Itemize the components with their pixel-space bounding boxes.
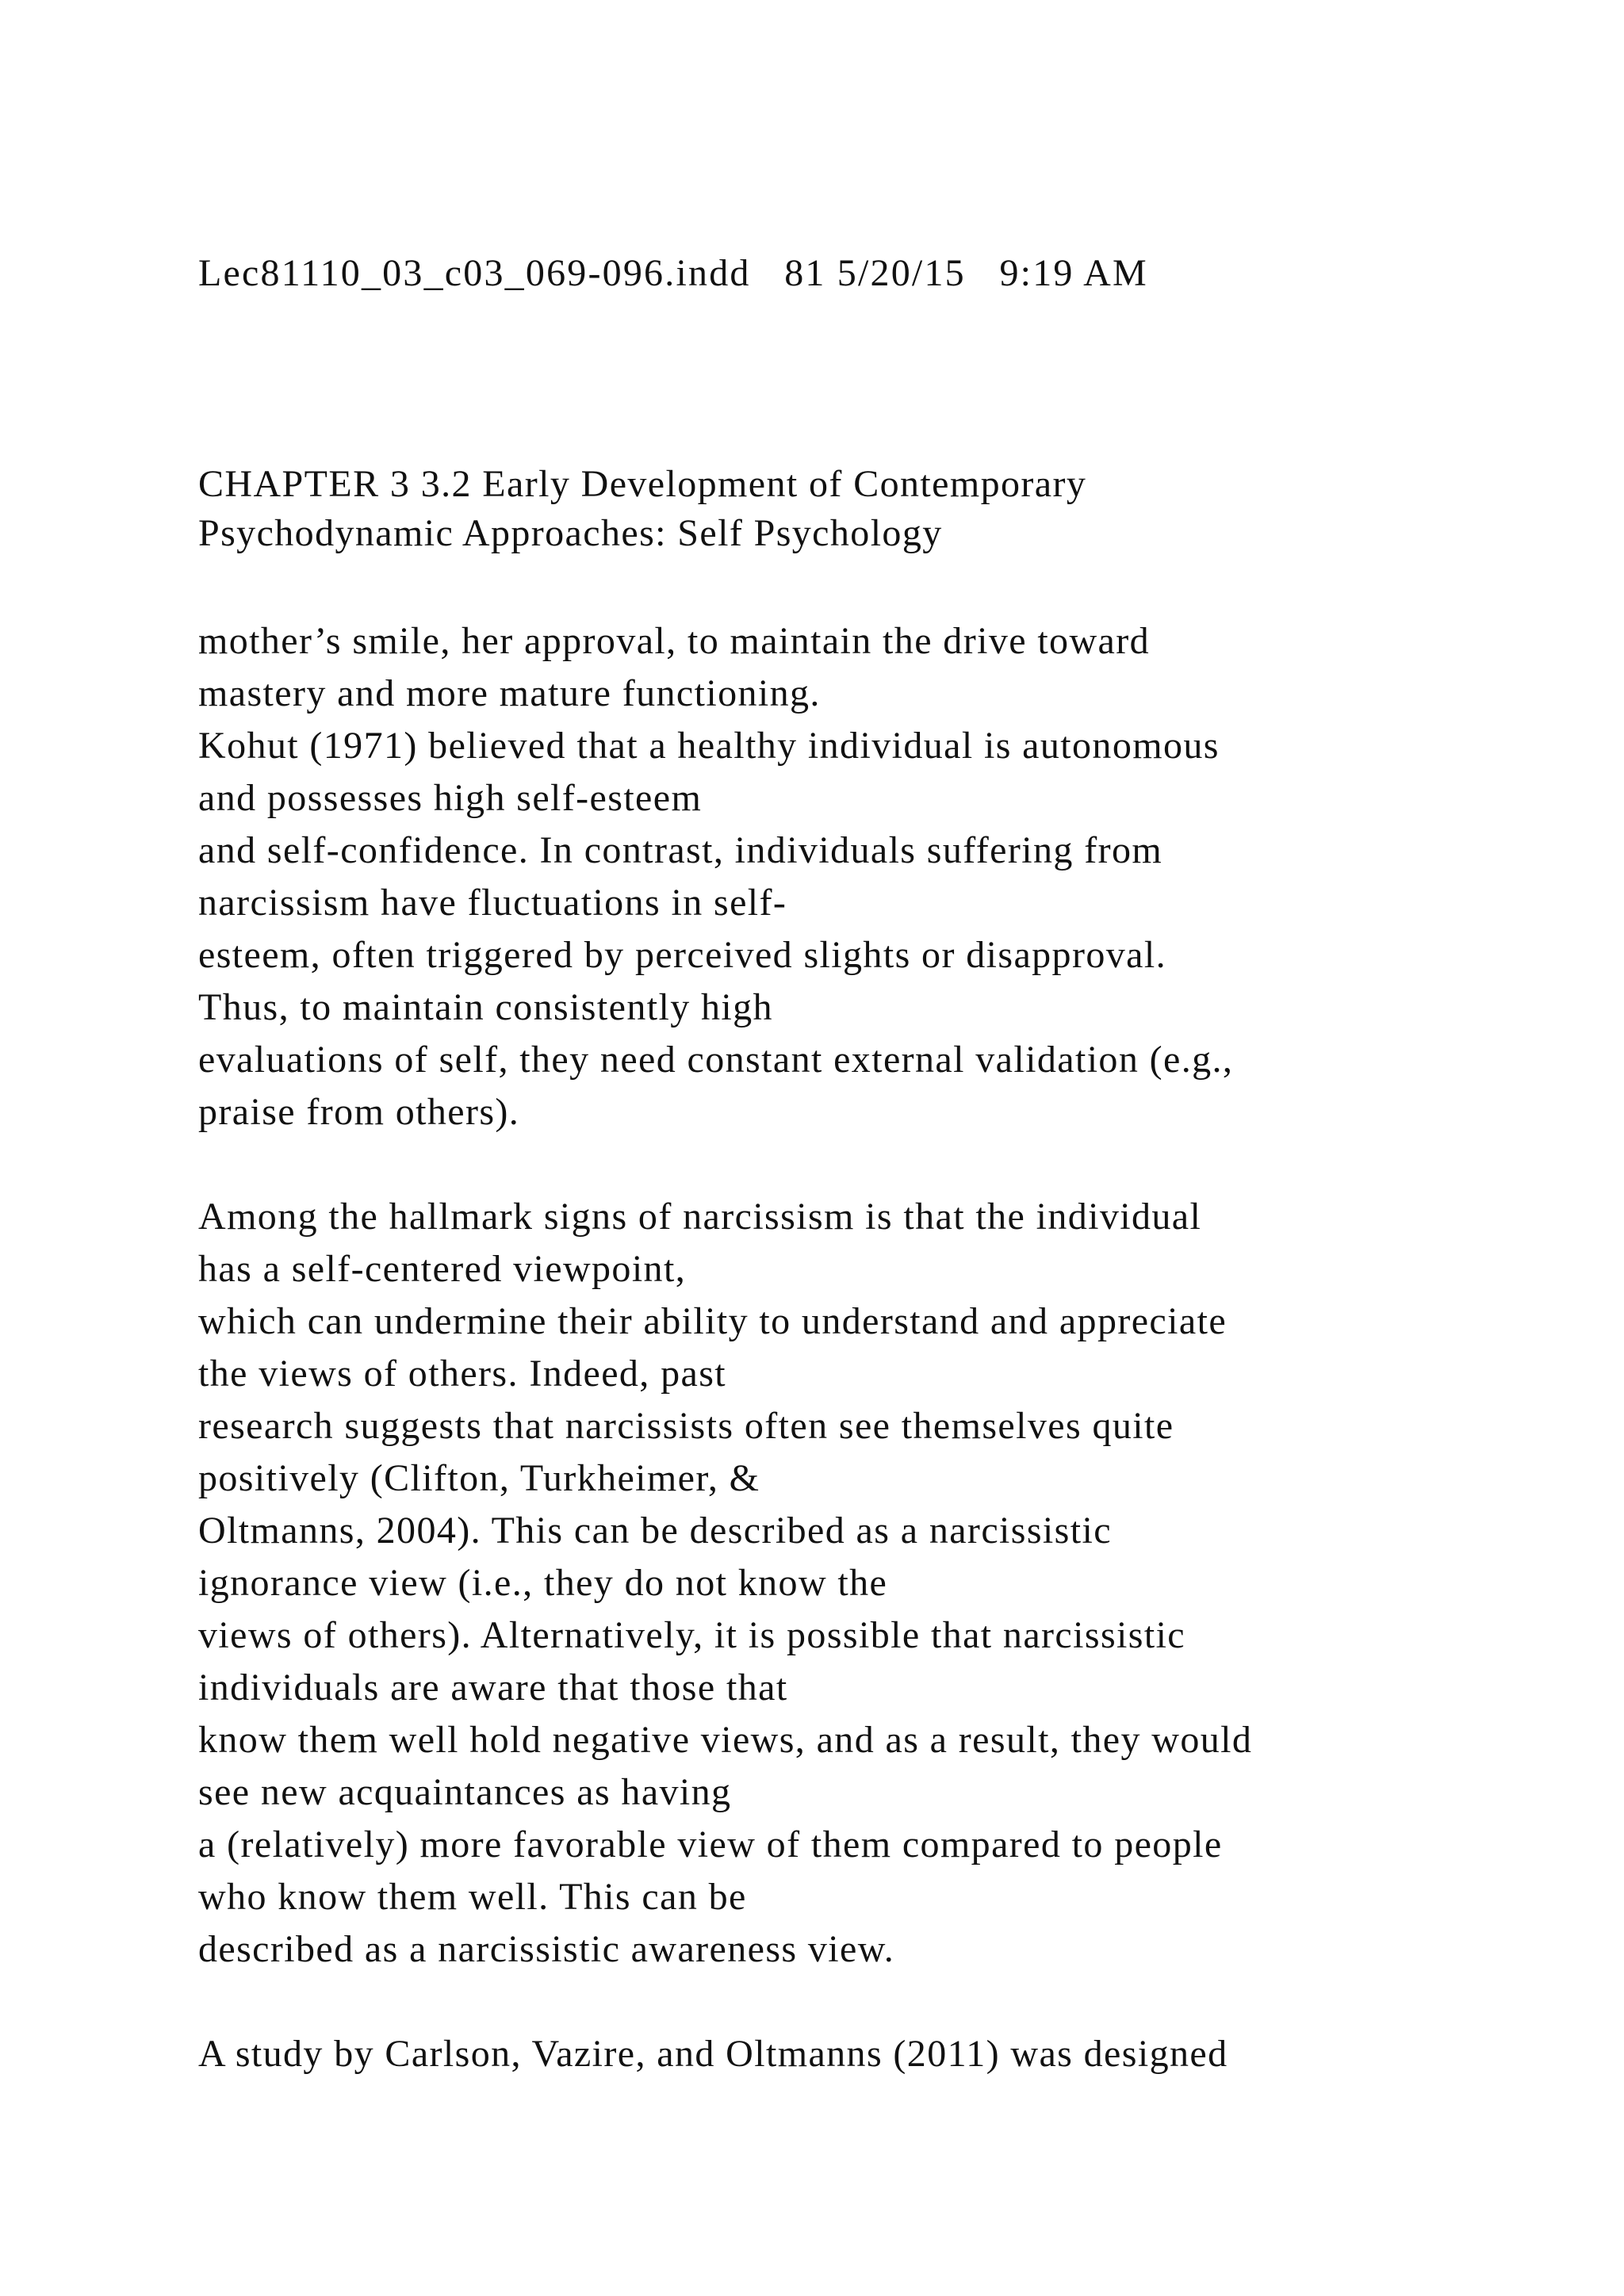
chapter-title-line-2: Psychodynamic Approaches: Self Psychology — [198, 512, 943, 554]
paragraph-2-line: described as a narcissistic awareness view. — [198, 1928, 895, 1970]
paragraph-2-line: see new acquaintances as having — [198, 1771, 732, 1813]
paragraph-2-line: ignorance view (i.e., they do not know the — [198, 1562, 888, 1604]
chapter-title-line-1: CHAPTER 3 3.2 Early Development of Contemporary — [198, 463, 1087, 505]
paragraph-2-line: which can undermine their ability to understand and appreciate — [198, 1300, 1228, 1342]
paragraph-1-line: mother’s smile, her approval, to maintain the drive toward — [198, 620, 1151, 662]
paragraph-2-line: Among the hallmark signs of narcissism is that the individual — [198, 1196, 1202, 1238]
paragraph-2-line: who know them well. This can be — [198, 1876, 747, 1918]
file-slug: Lec81110_03_c03_069-096.indd 81 5/20/15 9:19 AM — [198, 252, 1148, 294]
paragraph-1-line: evaluations of self, they need constant external validation (e.g., — [198, 1039, 1234, 1081]
paragraph-1-line: Kohut (1971) believed that a healthy individual is autonomous — [198, 725, 1220, 767]
paragraph-2-line: has a self-centered viewpoint, — [198, 1248, 687, 1290]
paragraph-2-line: individuals are aware that those that — [198, 1667, 788, 1709]
paragraph-2-line: research suggests that narcissists often see themselves quite — [198, 1405, 1174, 1447]
paragraph-2-line: positively (Clifton, Turkheimer, & — [198, 1457, 760, 1499]
paragraph-1-line: mastery and more mature functioning. — [198, 672, 821, 714]
paragraph-1-line: and self-confidence. In contrast, individuals suffering from — [198, 829, 1163, 871]
paragraph-1-line: narcissism have fluctuations in self- — [198, 882, 787, 924]
paragraph-2-line: know them well hold negative views, and as a result, they would — [198, 1719, 1253, 1761]
paragraph-2-line: Oltmanns, 2004). This can be described as a narcissistic — [198, 1510, 1112, 1552]
paragraph-2-line: a (relatively) more favorable view of them compared to people — [198, 1823, 1223, 1866]
paragraph-2-line: the views of others. Indeed, past — [198, 1353, 727, 1395]
paragraph-2-line: views of others). Alternatively, it is possible that narcissistic — [198, 1614, 1186, 1656]
paragraph-3-line: A study by Carlson, Vazire, and Oltmanns (2011) was designed — [198, 2033, 1228, 2075]
paragraph-1-line: and possesses high self-esteem — [198, 777, 703, 819]
paragraph-1-line: esteem, often triggered by perceived slights or disapproval. — [198, 934, 1166, 976]
paragraph-1-line: Thus, to maintain consistently high — [198, 986, 773, 1028]
paragraph-1-line: praise from others). — [198, 1091, 520, 1133]
